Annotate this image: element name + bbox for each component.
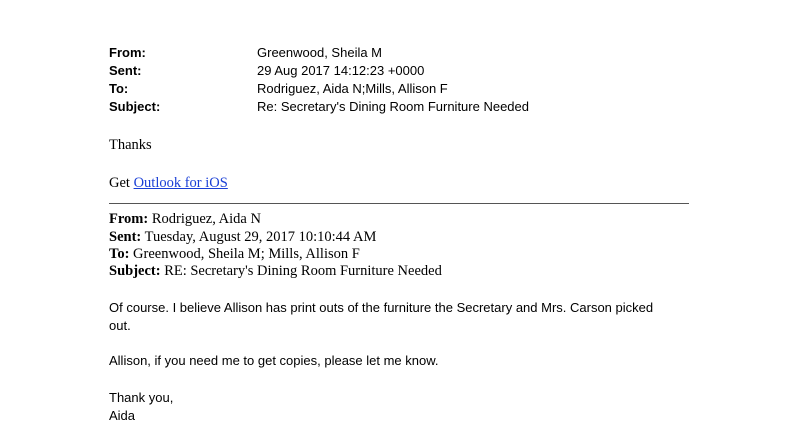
from-value: Greenwood, Sheila M	[257, 45, 383, 60]
quoted-to-label: To:	[109, 246, 130, 262]
quoted-from-value: Rodriguez, Aida N	[148, 211, 261, 227]
quoted-sent-row	[109, 228, 376, 246]
quoted-subject-value: RE: Secretary's Dining Room Furniture Needed	[160, 263, 442, 279]
sent-value: 29 Aug 2017 14:12:23 +0000	[257, 63, 425, 78]
from-label: From:	[109, 45, 146, 60]
sent-label: Sent:	[109, 63, 142, 78]
reply-get-outlook	[109, 174, 228, 192]
to-value: Rodriguez, Aida N;Mills, Allison F	[257, 81, 448, 96]
subject-value: Re: Secretary's Dining Room Furniture Needed	[257, 99, 529, 114]
body-para2: Allison, if you need me to get copies, please let me know.	[109, 353, 439, 368]
header-to-row	[109, 80, 448, 98]
header-sent-row	[109, 62, 425, 80]
quoted-subject-label: Subject:	[109, 263, 161, 279]
reply-thanks: Thanks	[109, 137, 152, 153]
header-subject-row	[109, 98, 529, 116]
body-signature: Aida	[109, 408, 136, 423]
quoted-subject-row	[109, 262, 442, 280]
subject-label: Subject:	[109, 99, 161, 114]
body-signoff: Thank you,	[109, 390, 174, 405]
quoted-sent-value: Tuesday, August 29, 2017 10:10:44 AM	[141, 229, 377, 245]
get-prefix: Get	[109, 175, 134, 191]
quoted-sent-label: Sent:	[109, 229, 142, 245]
quoted-to-value: Greenwood, Sheila M; Mills, Allison F	[129, 246, 360, 262]
quote-divider	[109, 203, 689, 204]
quoted-to-row	[109, 245, 360, 263]
body-para1-line2: out.	[109, 318, 131, 333]
to-label: To:	[109, 81, 129, 96]
quoted-from-label: From:	[109, 211, 149, 227]
quoted-from-row	[109, 210, 261, 228]
body-para1-line1: Of course. I believe Allison has print outs of the furniture the Secretary and Mrs. Carson picked	[109, 300, 654, 315]
outlook-ios-link[interactable]: Outlook for iOS	[133, 175, 228, 191]
header-from-row	[109, 44, 383, 62]
